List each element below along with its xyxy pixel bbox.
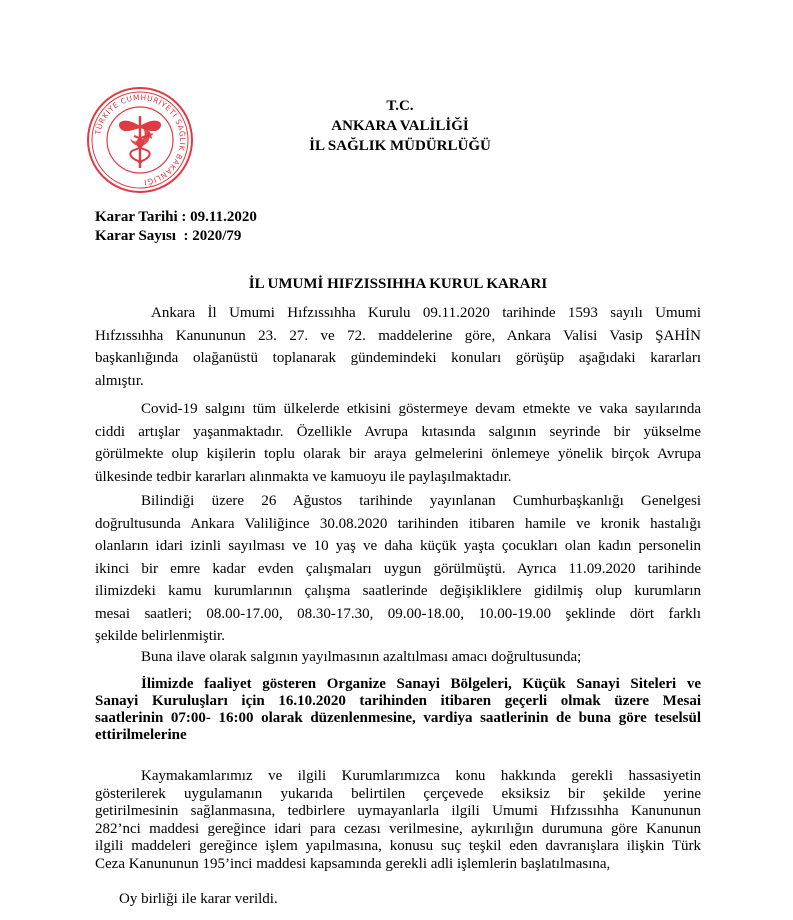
header-block bbox=[250, 96, 550, 156]
paragraph-line: saatlerinin 07:00- 16:00 olarak düzenlenmesine, vardiya saatlerinin de buna göre teselsül bbox=[95, 710, 701, 726]
paragraph-line: Ankara İl Umumi Hıfzıssıhha Kurulu 09.11.2020 tarihinde 1593 sayılı Umumi bbox=[151, 305, 701, 321]
paragraph-line: İlimizde faaliyet gösteren Organize Sanayi Bölgeleri, Küçük Sanayi Siteleri ve bbox=[141, 676, 701, 692]
header-line-2: ANKARA VALİLİĞİ bbox=[331, 118, 469, 134]
paragraph-6 bbox=[95, 768, 701, 873]
paragraph-line: Ceza Kanununun 195’inci maddesi kapsamında gerekli adli işlemlerin başlatılmasına, bbox=[95, 855, 611, 872]
paragraph-2 bbox=[95, 398, 701, 488]
svg-text:TÜRKİYE CUMHURİYETİ SAĞLIK BAK: TÜRKİYE CUMHURİYETİ SAĞLIK BAKANLIĞI bbox=[93, 92, 188, 187]
paragraph-line: Hıfzıssıhha Kanununun 23. 27. ve 72. maddelerine göre, Ankara Valisi Vasip ŞAHİN bbox=[95, 327, 701, 344]
paragraph-line: ettirilmelerine bbox=[95, 727, 187, 743]
paragraph-line: Kaymakamlarımız ve ilgili Kurumlarımızca konu hakkında gerekli hassasiyetin bbox=[141, 768, 701, 784]
paragraph-line: Sanayi Kuruluşları için 16.10.2020 tarihinden itibaren geçerli olmak üzere Mesai bbox=[95, 693, 701, 709]
header-line-1: T.C. bbox=[386, 98, 414, 114]
paragraph-line: almıştır. bbox=[95, 372, 144, 389]
paragraph-line: gösterilerek uygulamanın yukarıda belirtilen çerçevede eksiksiz bir şekilde yerine bbox=[95, 785, 701, 802]
paragraph-line: Oy birliği ile karar verildi. bbox=[119, 891, 278, 907]
paragraph-1 bbox=[95, 302, 701, 392]
paragraph-line: başkanlığında olağanüstü toplanarak gündemindeki konuları görüşüp aşağıdaki kararları bbox=[95, 350, 701, 366]
paragraph-4 bbox=[95, 646, 701, 669]
paragraph-line: ciddi artışlar yaşanmaktadır. Özellikle Avrupa kıtasında salgının seyrinde bir yükselme bbox=[95, 423, 701, 440]
document-title: İL UMUMİ HIFZISSIHHA KURUL KARARI bbox=[248, 276, 548, 292]
paragraph-line: ilimizdeki kamu kurumlarının çalışma saatlerinde değişikliklere gidilmiş olup kurumların bbox=[95, 583, 701, 599]
paragraph-line: 282’nci maddesi gereğince idari para cezası verilmesine, aykırılığın durumuna göre Kanunun bbox=[95, 820, 701, 837]
paragraph-5-bold bbox=[95, 676, 701, 744]
paragraph-line: getirilmesinin sağlanmasına, tedbirlere uymayanlarla ilgili Umumi Hıfzıssıhha Kanununun bbox=[95, 803, 701, 819]
paragraph-line: görülmekte olup kişilerin toplu olarak bir araya gelmelerini önlemeye yönelik birçok Avrupa bbox=[95, 446, 701, 462]
paragraph-line: ilgili maddeleri gereğince işlem yapılmasına, konusu suç teşkil eden davranışlara ilişkin Türk bbox=[95, 838, 701, 854]
ministry-seal-logo bbox=[86, 86, 194, 194]
header-line-3: İL SAĞLIK MÜDÜRLÜĞÜ bbox=[309, 138, 491, 154]
decision-date: Karar Tarihi : 09.11.2020 bbox=[95, 209, 257, 225]
paragraph-line: Buna ilave olarak salgının yayılmasının azaltılması amacı doğrultusunda; bbox=[141, 649, 582, 665]
paragraph-line: Bilindiği üzere 26 Ağustos tarihinde yayınlanan Cumhurbaşkanlığı Genelgesi bbox=[141, 493, 701, 509]
paragraph-7 bbox=[95, 888, 701, 911]
paragraph-line: Covid-19 salgını tüm ülkelerde etkisini göstermeye devam etmekte ve vaka sayılarında bbox=[141, 401, 701, 417]
paragraph-3 bbox=[95, 490, 701, 648]
paragraph-line: doğrultusunda Ankara Valiliğince 30.08.2020 tarihinden itibaren hamile ve kronik hastalığı bbox=[95, 515, 701, 532]
paragraph-line: olanların idari izinli sayılması ve 10 yaş ve daha küçük yaşta çocukları olan kadın personelin bbox=[95, 538, 701, 554]
paragraph-line: mesai saatleri; 08.00-17.00, 08.30-17.30, 09.00-18.00, 10.00-19.00 şeklinde dört farklı bbox=[95, 605, 701, 622]
paragraph-line: ülkesinde tedbir kararları alınmakta ve kamuoyu ile paylaşılmaktadır. bbox=[95, 468, 512, 485]
paragraph-line: şekilde belirlenmiştir. bbox=[95, 628, 225, 644]
decision-number: Karar Sayısı : 2020/79 bbox=[95, 228, 242, 244]
decision-meta bbox=[95, 208, 257, 246]
paragraph-line: ikinci bir emre kadar evden çalışmaları uygun görülmüştü. Ayrıca 11.09.2020 tarihinde bbox=[95, 560, 701, 577]
